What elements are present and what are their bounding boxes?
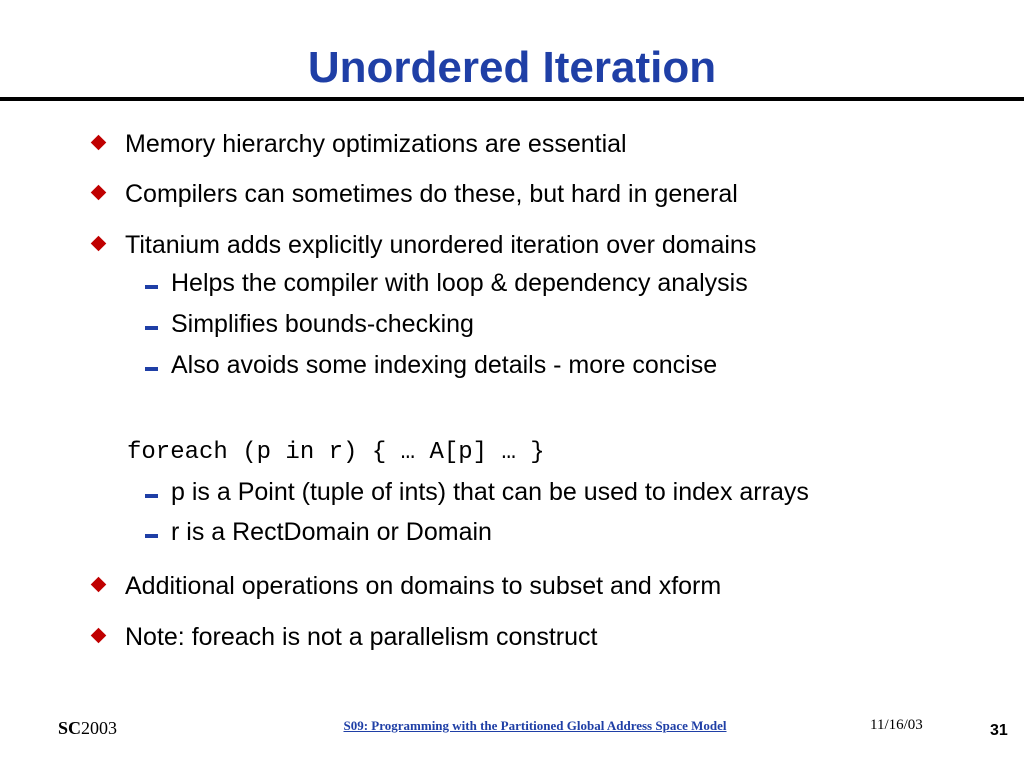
dash-bullet-icon	[145, 367, 158, 371]
dash-bullet-icon	[145, 534, 158, 538]
session-link[interactable]: S09: Programming with the Partitioned Global Address Space Model	[343, 718, 727, 733]
bullet-text: Compilers can sometimes do these, but hard in general	[125, 180, 738, 208]
sub-bullet-text: Helps the compiler with loop & dependency analysis	[171, 269, 748, 297]
sub-bullet-text: p is a Point (tuple of ints) that can be used to index arrays	[171, 478, 809, 506]
slide-title: Unordered Iteration	[307, 43, 717, 92]
diamond-bullet-icon	[91, 236, 107, 252]
bullet-text: Additional operations on domains to subset and xform	[125, 572, 722, 600]
diamond-bullet-icon	[91, 577, 107, 593]
bullet-text: Note: foreach is not a parallelism construct	[125, 623, 598, 651]
bullet-text: Memory hierarchy optimizations are essential	[125, 130, 627, 158]
sub-bullet-text: r is a RectDomain or Domain	[171, 518, 492, 546]
logo-year: 2003	[81, 718, 118, 738]
sc2003-logo	[58, 718, 117, 739]
page-number: 31	[990, 722, 1008, 739]
sub-bullet-text: Also avoids some indexing details - more concise	[171, 351, 718, 379]
code-snippet: foreach (p in r) { … A[p] … }	[127, 439, 545, 466]
dash-bullet-icon	[145, 285, 158, 289]
bullet-text: Titanium adds explicitly unordered iteration over domains	[125, 231, 757, 259]
sub-bullet-text: Simplifies bounds-checking	[171, 310, 474, 338]
title-divider	[0, 97, 1024, 101]
diamond-bullet-icon	[91, 135, 107, 151]
logo-sc: SC	[58, 718, 82, 738]
footer-date: 11/16/03	[870, 717, 923, 733]
dash-bullet-icon	[145, 494, 158, 498]
diamond-bullet-icon	[91, 628, 107, 644]
diamond-bullet-icon	[91, 185, 107, 201]
dash-bullet-icon	[145, 326, 158, 330]
